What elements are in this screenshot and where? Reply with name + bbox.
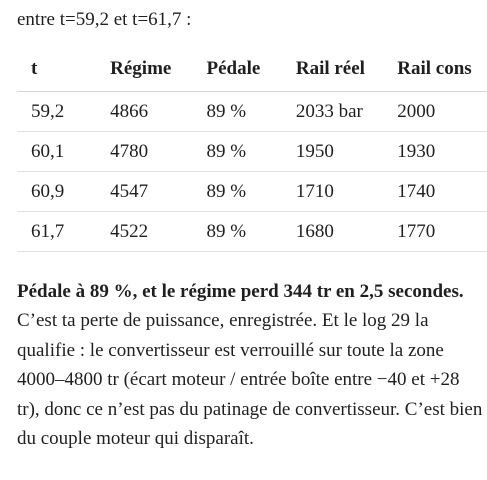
header-rail-cons: Rail cons (397, 46, 487, 92)
cell-pedale: 89 % (207, 92, 296, 132)
table-row (17, 132, 487, 172)
intro-text: entre t=59,2 et t=61,7 : (17, 9, 192, 30)
cell-t: 59,2 (17, 92, 110, 132)
table-row (17, 212, 487, 252)
header-regime: Régime (110, 46, 206, 92)
data-table (17, 46, 487, 252)
cell-regime: 4866 (110, 92, 206, 132)
cell-regime: 4780 (110, 132, 206, 172)
cell-rail-reel: 1680 (296, 212, 397, 252)
cell-t: 60,1 (17, 132, 110, 172)
header-pedale: Pédale (207, 46, 296, 92)
cell-rail-cons: 1930 (397, 132, 487, 172)
data-table-container[interactable] (17, 46, 487, 252)
paragraph-bold-lead: Pédale à 89 %, et le régime perd 344 tr en 2,5 secondes. (17, 281, 464, 302)
cell-t: 60,9 (17, 172, 110, 212)
cell-regime: 4547 (110, 172, 206, 212)
cell-regime: 4522 (110, 212, 206, 252)
cell-pedale: 89 % (207, 212, 296, 252)
analysis-paragraph (17, 277, 483, 453)
header-t: t (17, 46, 110, 92)
cell-pedale: 89 % (207, 172, 296, 212)
cell-rail-reel: 2033 bar (296, 92, 397, 132)
table-header-row (17, 46, 487, 92)
cell-rail-cons: 1740 (397, 172, 487, 212)
cell-pedale: 89 % (207, 132, 296, 172)
cell-rail-cons: 1770 (397, 212, 487, 252)
table-row (17, 92, 487, 132)
cell-t: 61,7 (17, 212, 110, 252)
cell-rail-reel: 1950 (296, 132, 397, 172)
table-row (17, 172, 487, 212)
cell-rail-cons: 2000 (397, 92, 487, 132)
cell-rail-reel: 1710 (296, 172, 397, 212)
header-rail-reel: Rail réel (296, 46, 397, 92)
paragraph-body: C’est ta perte de puissance, enregistrée. Et le log 29 la qualifie : le convertisseur est verrouillé sur toute la zone 4000–4800 tr (écart moteur / entrée boîte entre −40 et +28 tr), donc ce n’est pas du patinage de convertisseur. C’est bien du couple moteur qui disparaît. (17, 310, 483, 450)
